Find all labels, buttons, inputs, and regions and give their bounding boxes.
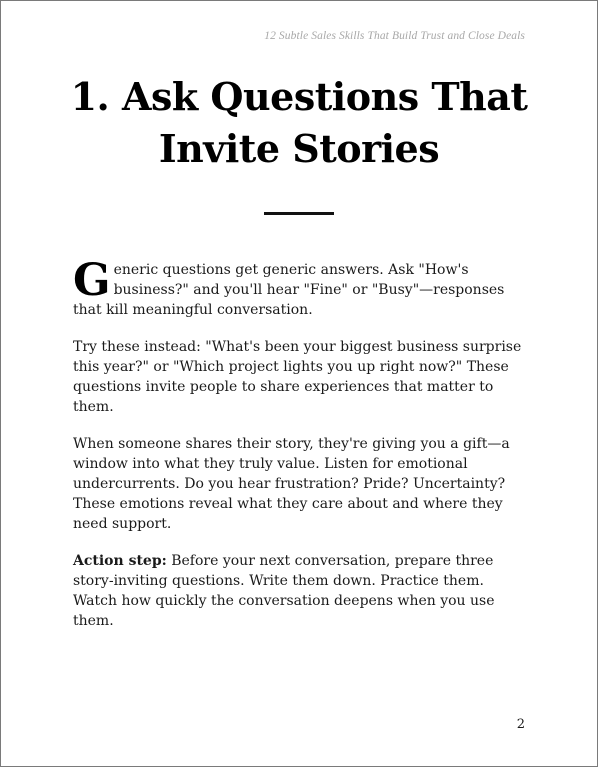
drop-cap: G: [73, 255, 111, 306]
chapter-title: 1. Ask Questions That Invite Stories: [70, 74, 528, 171]
paragraph-listening: When someone shares their story, they're giving you a gift—a window into what they truly value. Listen for emotional undercurrents. Do you hear frustration? Pride? Uncertainty? These emotions reveal what they care about and where they need support.: [73, 436, 510, 532]
paragraph-intro-text: eneric questions get generic answers. Ask "How's business?" and you'll hear "Fine" or "Busy"—responses that kill meaningful conversation.: [73, 262, 505, 318]
action-step-text: Before your next conversation, prepare three story-inviting questions. Write them down. Practice them. Watch how quickly the conversation deepens when you use them.: [73, 553, 495, 629]
paragraph-intro: [73, 255, 529, 320]
paragraph-action-step: [73, 551, 529, 631]
paragraph-examples: Try these instead: "What's been your biggest business surprise this year?" or "Which project lights you up right now?" These questions invite people to share experiences that matter to them.: [73, 339, 522, 415]
chapter-body: [73, 255, 529, 648]
running-header: 12 Subtle Sales Skills That Build Trust and Close Deals: [264, 30, 525, 42]
title-divider: [264, 212, 334, 215]
action-step-label: Action step:: [73, 553, 167, 569]
page-number: 2: [516, 717, 525, 732]
